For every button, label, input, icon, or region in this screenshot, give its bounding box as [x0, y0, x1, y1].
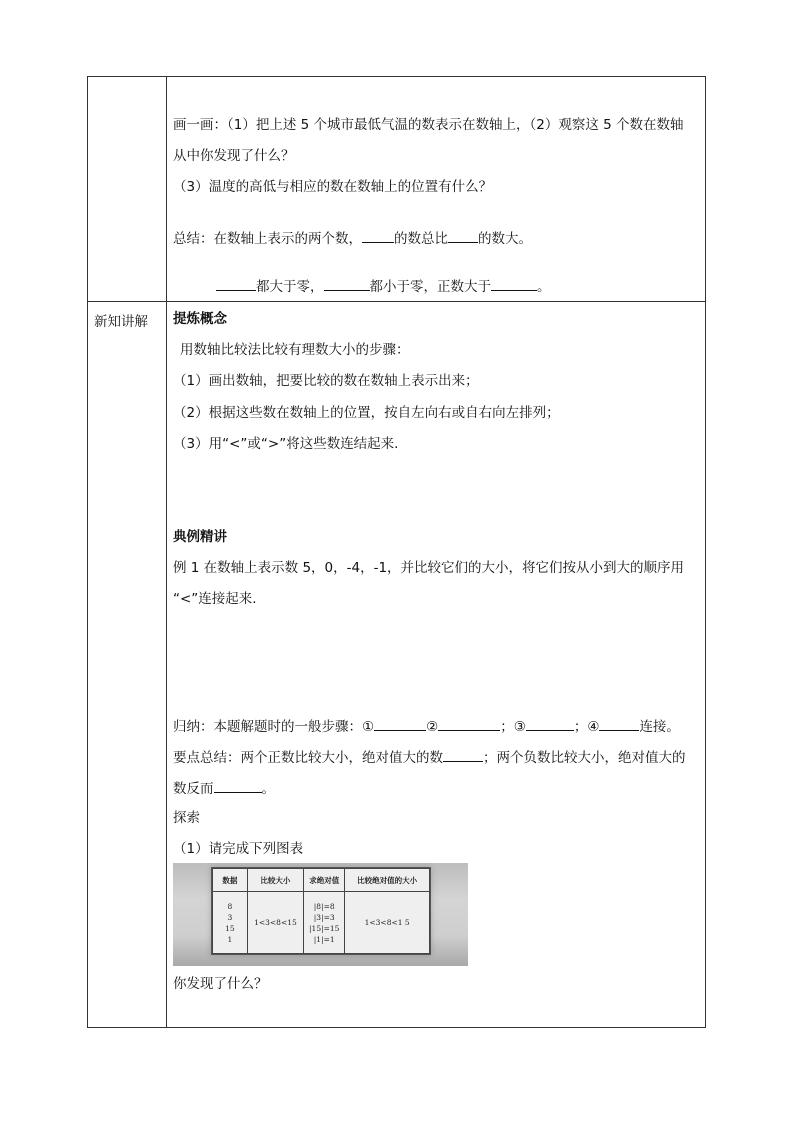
induction-text-b: ②	[426, 719, 439, 735]
sign-blank-1[interactable]	[216, 276, 256, 291]
explore-heading: 探索	[173, 810, 200, 826]
keypoint-line2	[173, 778, 275, 798]
keypoint-blank-1[interactable]	[443, 747, 483, 762]
summary-blank-2[interactable]	[448, 228, 478, 243]
photo-data-value: 3	[227, 912, 233, 922]
photo-cell-abs	[304, 892, 345, 954]
summary-text-a: 总结：在数轴上表示的两个数，	[173, 231, 362, 247]
row-divider	[87, 301, 706, 302]
photo-header-compare: 比较大小	[247, 869, 303, 892]
induction-blank-4[interactable]	[599, 716, 639, 731]
sign-blank-2[interactable]	[324, 276, 370, 291]
photo-comparison-table	[212, 868, 430, 954]
photo-data-value: 15	[225, 923, 235, 933]
induction-blank-2[interactable]	[438, 716, 500, 731]
explore-question: 你发现了什么？	[173, 976, 268, 992]
column-divider	[166, 76, 167, 1028]
keypoint-text-d: 。	[261, 781, 275, 797]
keypoint-text-a: 要点总结：两个正数比较大小，绝对值大的数	[173, 750, 443, 766]
summary-line	[173, 228, 532, 248]
keypoint-text-c: 数反而	[173, 781, 214, 797]
concept-step-1: （1）画出数轴，把要比较的数在数轴上表示出来；	[173, 373, 479, 389]
sign-blank-3[interactable]	[491, 276, 537, 291]
induction-text-a: 归纳：本题解题时的一般步骤：①	[173, 719, 375, 735]
photo-data-value: 8	[227, 901, 233, 911]
sign-text-a: 都大于零，	[256, 279, 324, 295]
induction-line	[173, 716, 680, 736]
photo-data-value: 1	[227, 934, 233, 944]
photo-cell-compare: 1<3<8<15	[247, 892, 303, 954]
induction-blank-3[interactable]	[526, 716, 574, 731]
sign-text-c: 。	[537, 279, 551, 295]
example-heading: 典例精讲	[173, 529, 227, 545]
draw-instruction-line1: 画一画：（1）把上述 5 个城市最低气温的数表示在数轴上，（2）观察这 5 个数在数轴	[173, 117, 684, 133]
photo-abs-value: |15|=15	[309, 923, 340, 933]
keypoint-text-b: ；两个负数比较大小，绝对值大的	[483, 750, 686, 766]
summary-text-c: 的数大。	[478, 231, 532, 247]
table-photo	[173, 863, 468, 966]
concept-step-2: （2）根据这些数在数轴上的位置，按自左向右或自右向左排列；	[173, 405, 560, 421]
photo-abs-value: |3|=3	[313, 912, 335, 922]
photo-abs-value: |8|=8	[313, 901, 335, 911]
concept-heading: 提炼概念	[173, 311, 227, 327]
keypoint-line1	[173, 747, 686, 767]
concept-intro: 用数轴比较法比较有理数大小的步骤：	[180, 342, 410, 358]
photo-header-data: 数据	[213, 869, 248, 892]
summary-text-b: 的数总比	[394, 231, 448, 247]
explore-task: （1）请完成下列图表	[173, 841, 304, 857]
sign-text-b: 都小于零，正数大于	[369, 279, 491, 295]
induction-text-d: ；④	[573, 719, 600, 735]
table-photo-paper	[211, 867, 431, 955]
keypoint-blank-2[interactable]	[214, 778, 262, 793]
sign-summary-line	[216, 276, 551, 296]
photo-cell-data	[213, 892, 248, 954]
induction-text-c: ；③	[500, 719, 526, 735]
induction-text-e: 连接。	[639, 719, 680, 735]
side-label-new-knowledge: 新知讲解	[94, 314, 148, 330]
draw-instruction-line2: 从中你发现了什么？	[173, 148, 295, 164]
summary-blank-1[interactable]	[362, 228, 394, 243]
example-1-line1: 例 1 在数轴上表示数 5，0，-4，-1，并比较它们的大小，将它们按从小到大的顺序用	[173, 560, 685, 576]
example-1-line2: “<”连接起来.	[173, 591, 257, 607]
induction-blank-1[interactable]	[374, 716, 426, 731]
photo-abs-value: |1|=1	[313, 934, 335, 944]
draw-instruction-line3: （3）温度的高低与相应的数在数轴上的位置有什么？	[173, 179, 493, 195]
photo-header-abs-compare: 比较绝对值的大小	[345, 869, 430, 892]
concept-step-3: （3）用“<”或“>”将这些数连结起来.	[173, 436, 399, 452]
photo-cell-abs-compare: 1<3<8<1 5	[345, 892, 430, 954]
photo-header-abs: 求绝对值	[304, 869, 345, 892]
